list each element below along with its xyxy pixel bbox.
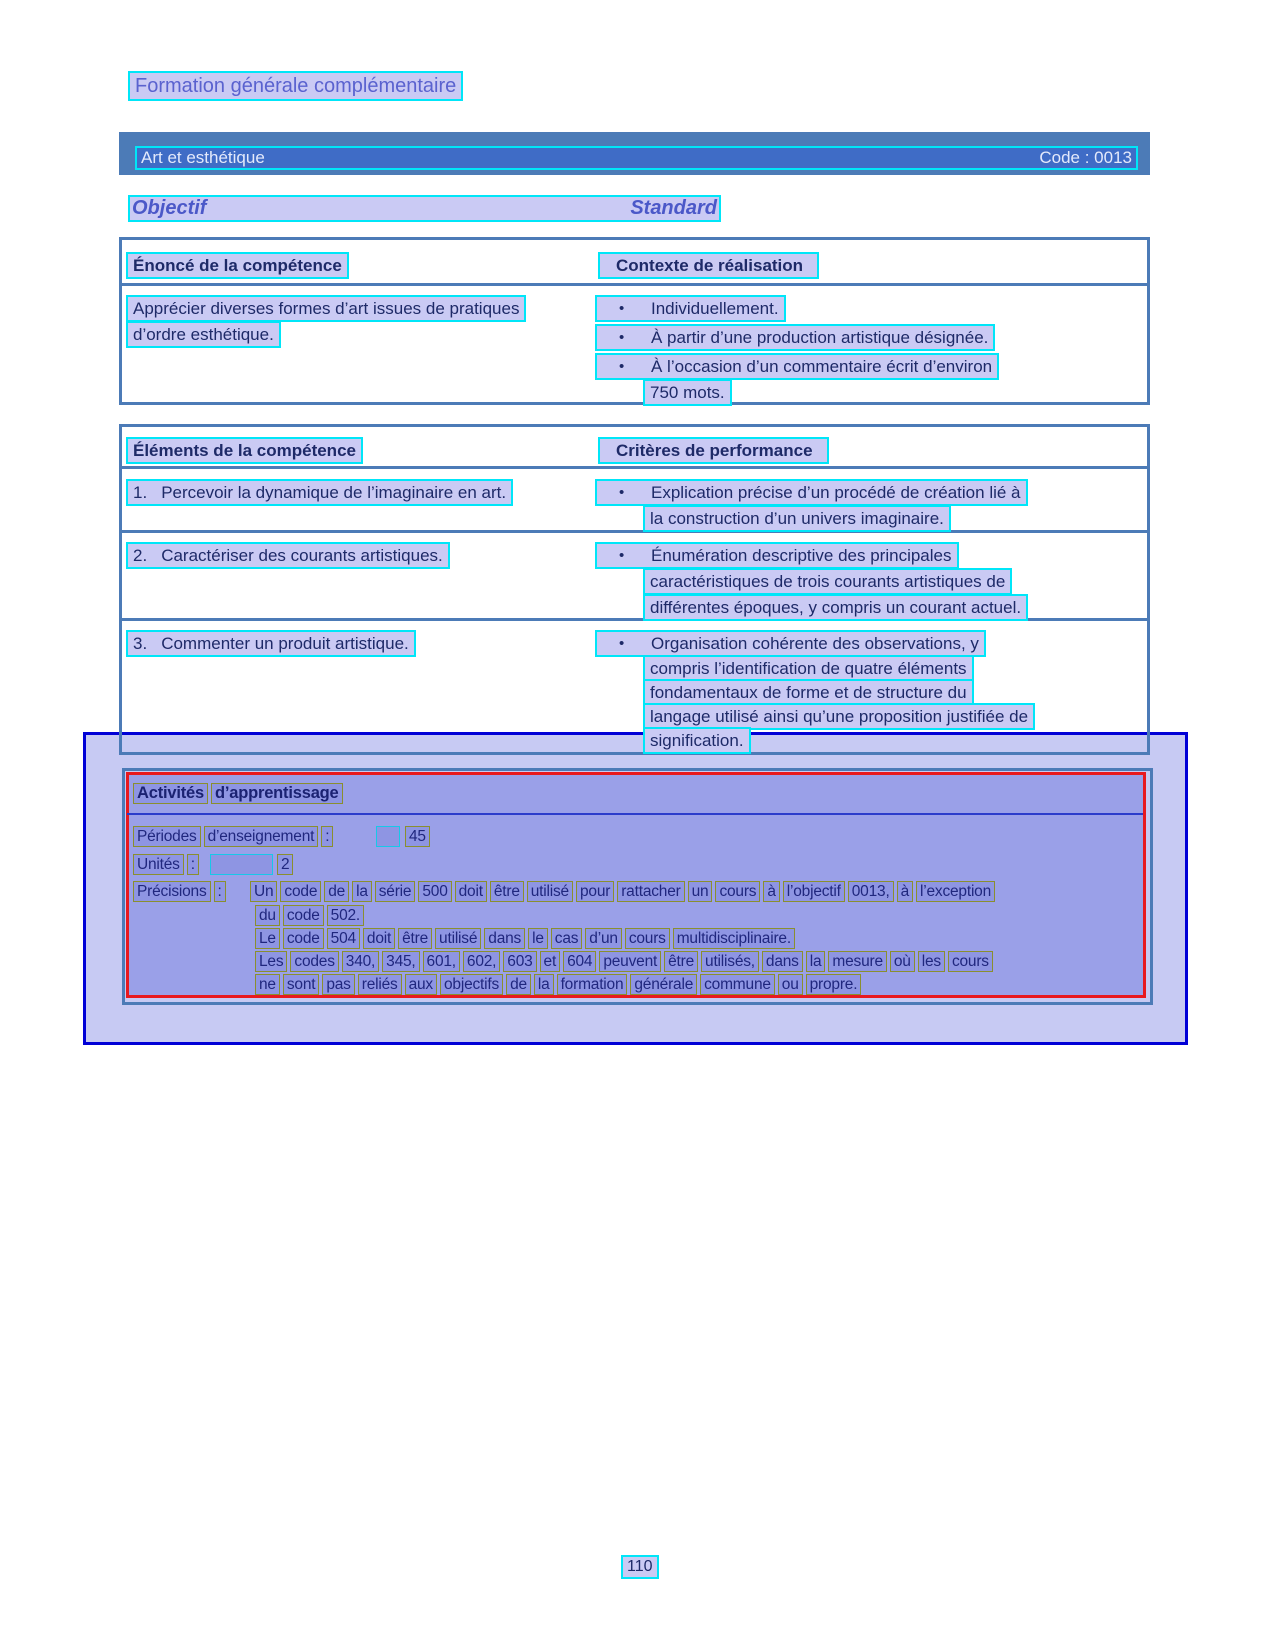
word-chip: 604	[563, 951, 596, 972]
t1-context-text: À l’occasion d’un commentaire écrit d’environ	[651, 357, 993, 376]
word-chip: 602,	[463, 951, 500, 972]
precisions-line	[255, 951, 993, 972]
bullet-icon: •	[619, 300, 625, 317]
word-chip: d’apprentissage	[211, 783, 343, 804]
section-heading-row	[128, 195, 721, 222]
elements-table	[119, 424, 1150, 755]
word-chip: d’enseignement	[204, 826, 319, 847]
empty-field-box	[376, 826, 400, 847]
word-chip: dans	[762, 951, 803, 972]
t2-element	[126, 479, 513, 506]
word-chip: Le	[255, 928, 280, 949]
word-chip: 345,	[382, 951, 419, 972]
word-chip: commune	[700, 974, 775, 995]
word-chip: objectifs	[440, 974, 503, 995]
word-chip: sont	[283, 974, 320, 995]
word-chip: cours	[715, 881, 760, 902]
word-chip: dans	[484, 928, 525, 949]
word-chip: 500	[418, 881, 451, 902]
word-chip: doit	[363, 928, 395, 949]
word-chip: d’un	[585, 928, 622, 949]
bullet-icon: •	[619, 635, 625, 652]
word-chip: le	[528, 928, 548, 949]
title-bar	[119, 132, 1150, 175]
t1-context-bullet-line	[595, 353, 999, 380]
word-chip: la	[806, 951, 826, 972]
word-chip: cours	[948, 951, 993, 972]
periodes-value	[405, 826, 430, 847]
word-chip: 2	[277, 854, 293, 875]
word-chip: la	[352, 881, 372, 902]
t2-criteria-line	[595, 630, 986, 657]
t1-context-continuation: 750 mots.	[643, 379, 732, 406]
word-chip: pas	[322, 974, 354, 995]
page-header-label: Formation générale complémentaire	[128, 71, 463, 101]
word-chip: code	[283, 928, 324, 949]
t1-statement-line: d’ordre esthétique.	[126, 321, 281, 348]
word-chip: ne	[255, 974, 280, 995]
word-chip: code	[280, 881, 321, 902]
t2-element-text: Caractériser des courants artistiques.	[161, 546, 443, 565]
activities-table	[122, 768, 1153, 1005]
bullet-icon: •	[619, 484, 625, 501]
word-chip: 45	[405, 826, 430, 847]
t2-element-number: 2.	[133, 546, 148, 565]
word-chip: Périodes	[133, 826, 201, 847]
t1-statement-line: Apprécier diverses formes d’art issues de pratiques	[126, 295, 526, 322]
precisions-line	[255, 905, 364, 926]
table-header-divider	[122, 466, 1147, 469]
word-chip: doit	[455, 881, 487, 902]
word-chip: Précisions	[133, 881, 211, 902]
word-chip: peuvent	[599, 951, 661, 972]
t2-criteria-text: Explication précise d’un procédé de création lié à	[651, 483, 1021, 502]
t1-context-bullet-line	[595, 295, 786, 322]
word-chip: et	[540, 951, 561, 972]
word-chip: formation	[557, 974, 628, 995]
objectif-heading: Objectif	[132, 197, 207, 219]
word-chip: de	[324, 881, 349, 902]
precisions-line	[255, 928, 795, 949]
word-chip: utilisé	[435, 928, 481, 949]
t2-criteria-line: caractéristiques de trois courants artistiques de	[643, 568, 1012, 595]
t2-criteria-line: différentes époques, y compris un courant actuel.	[643, 594, 1028, 621]
word-chip: utilisés,	[701, 951, 759, 972]
word-chip: Un	[250, 881, 277, 902]
t2-element	[126, 630, 416, 657]
word-chip: être	[490, 881, 524, 902]
word-chip: codes	[290, 951, 338, 972]
word-chip: 603	[503, 951, 536, 972]
unites-label	[133, 854, 199, 875]
word-chip: propre.	[806, 974, 862, 995]
word-chip: la	[534, 974, 554, 995]
word-chip: à	[897, 881, 913, 902]
t2-element-text: Percevoir la dynamique de l’imaginaire en art.	[161, 483, 507, 502]
word-chip: série	[375, 881, 416, 902]
word-chip: aux	[405, 974, 437, 995]
periodes-label	[133, 826, 333, 847]
word-chip: multidisciplinaire.	[673, 928, 795, 949]
t2-criteria-text: Organisation cohérente des observations, y	[651, 634, 979, 653]
t2-criteria-line	[595, 542, 959, 569]
word-chip: cours	[625, 928, 670, 949]
t1-header-right: Contexte de réalisation	[598, 252, 819, 279]
unites-value	[277, 854, 293, 875]
word-chip: :	[187, 854, 199, 875]
standard-heading: Standard	[630, 197, 717, 219]
word-chip: du	[255, 905, 280, 926]
word-chip: l’objectif	[783, 881, 845, 902]
t2-criteria-line: fondamentaux de forme et de structure du	[643, 679, 974, 706]
precisions-line	[255, 974, 861, 995]
t2-header-right: Critères de performance	[598, 437, 829, 464]
word-chip: pour	[576, 881, 614, 902]
t2-criteria-line: langage utilisé ainsi qu’une proposition justifiée de	[643, 703, 1035, 730]
word-chip: :	[214, 881, 226, 902]
t2-header-left: Éléments de la compétence	[126, 437, 363, 464]
t2-element-number: 1.	[133, 483, 148, 502]
t1-context-text: À partir d’une production artistique désignée.	[651, 328, 989, 347]
word-chip: Unités	[133, 854, 184, 875]
t1-context-bullet-line	[595, 324, 995, 351]
word-chip: à	[763, 881, 779, 902]
t2-criteria-line: la construction d’un univers imaginaire.	[643, 505, 951, 532]
word-chip: :	[321, 826, 333, 847]
word-chip: 0013,	[848, 881, 894, 902]
t2-criteria-line	[595, 479, 1028, 506]
word-chip: générale	[630, 974, 697, 995]
word-chip: rattacher	[617, 881, 684, 902]
table-row-divider	[122, 530, 1147, 533]
title-bar-highlight	[135, 146, 1138, 170]
word-chip: mesure	[828, 951, 886, 972]
t2-criteria-line: compris l’identification de quatre éléments	[643, 655, 974, 682]
word-chip: Activités	[133, 783, 208, 804]
bullet-icon: •	[619, 547, 625, 564]
bullet-icon: •	[619, 358, 625, 375]
bullet-icon: •	[619, 329, 625, 346]
title-bar-code: Code : 0013	[1039, 148, 1132, 167]
word-chip: cas	[551, 928, 583, 949]
empty-field-box	[210, 854, 273, 875]
activities-title	[133, 783, 343, 804]
title-bar-title: Art et esthétique	[141, 148, 265, 167]
word-chip: un	[688, 881, 713, 902]
precisions-line	[250, 881, 995, 902]
word-chip: reliés	[358, 974, 402, 995]
word-chip: code	[283, 905, 324, 926]
t2-criteria-line: signification.	[643, 727, 751, 754]
word-chip: où	[890, 951, 915, 972]
competence-table	[119, 237, 1150, 405]
page-number: 110	[621, 1555, 659, 1579]
word-chip: être	[398, 928, 432, 949]
word-chip: les	[918, 951, 945, 972]
t1-header-left: Énoncé de la compétence	[126, 252, 349, 279]
t2-element	[126, 542, 450, 569]
word-chip: Les	[255, 951, 287, 972]
activities-header-divider	[127, 813, 1143, 815]
word-chip: être	[664, 951, 698, 972]
table-header-divider	[122, 283, 1147, 286]
precisions-label	[133, 881, 226, 902]
t2-element-number: 3.	[133, 634, 148, 653]
t1-context-text: Individuellement.	[651, 299, 779, 318]
word-chip: 502.	[327, 905, 364, 926]
t2-element-text: Commenter un produit artistique.	[161, 634, 409, 653]
word-chip: ou	[778, 974, 803, 995]
word-chip: l’exception	[916, 881, 995, 902]
word-chip: 601,	[423, 951, 460, 972]
word-chip: 504	[327, 928, 360, 949]
word-chip: de	[506, 974, 531, 995]
word-chip: utilisé	[527, 881, 573, 902]
word-chip: 340,	[342, 951, 379, 972]
t2-criteria-text: Énumération descriptive des principales	[651, 546, 952, 565]
